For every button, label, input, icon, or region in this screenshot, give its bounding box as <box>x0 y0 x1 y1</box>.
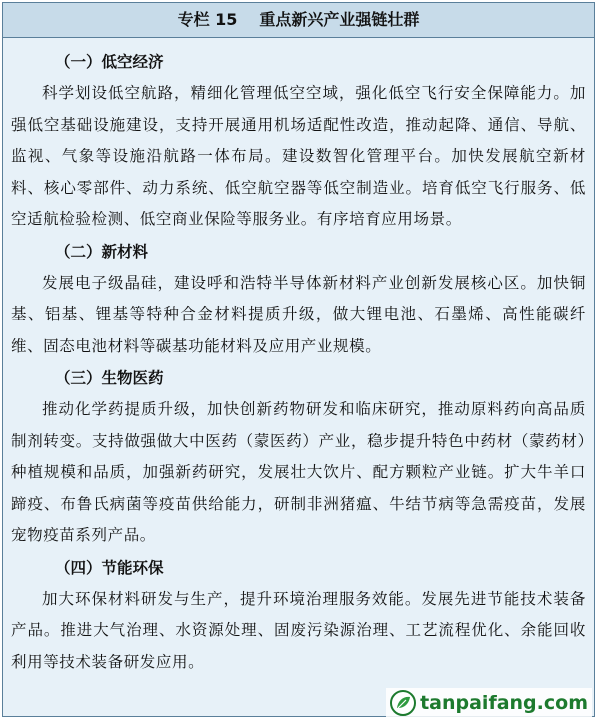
box-title <box>3 3 594 38</box>
section-biomedicine <box>11 362 586 552</box>
box-number: 专栏 15 <box>177 10 238 29</box>
section-body: 科学划设低空航路，精细化管理低空空域，强化低空飞行安全保障能力。加强低空基础设施建设，支持开展通用机场适配性改造，推动起降、通信、导航、监视、气象等设施沿航路一体布局。建设数智化管理平台。加快发展航空新材料、核心零部件、动力系统、低空航空器等低空制造业。培育低空飞行服务、低空适航检验检测、低空商业保险等服务业。有序培育应用场景。 <box>11 84 586 228</box>
section-heading: （四）节能环保 <box>55 558 164 577</box>
section-body: 加大环保材料研发与生产，提升环境治理服务效能。发展先进节能技术装备产品。推进大气治理、水资源处理、固废污染源治理、工艺流程优化、余能回收利用等技术装备研发应用。 <box>11 589 586 671</box>
feature-box <box>2 2 595 717</box>
section-energy-saving <box>11 552 586 679</box>
section-heading: （一）低空经济 <box>55 53 164 71</box>
box-content <box>3 38 594 678</box>
watermark-text: tanpaifang.com <box>420 692 588 714</box>
section-low-altitude-economy <box>11 46 586 236</box>
section-body: 推动化学药提质升级，加快创新药物研发和临床研究，推动原料药向高品质制剂转变。支持做强做大中医药（蒙医药）产业，稳步提升特色中药材（蒙药材）种植规模和品质，加强新药研究，发展壮大饮片、配方颗粒产业链。扩大牛羊口蹄疫、布鲁氏病菌等疫苗供给能力，研制非洲猪瘟、牛结节病等急需疫苗，发展宠物疫苗系列产品。 <box>11 400 586 544</box>
section-new-materials <box>11 236 586 363</box>
site-watermark <box>386 688 592 718</box>
leaf-logo-icon <box>390 690 416 716</box>
section-body: 发展电子级晶硅，建设呼和浩特半导体新材料产业创新发展核心区。加快铜基、铝基、锂基等特种合金材料提质升级，做大锂电池、石墨烯、高性能碳纤维、固态电池材料等碳基功能材料及应用产业规模。 <box>11 273 586 355</box>
section-heading: （三）生物医药 <box>55 369 164 387</box>
box-title-text: 重点新兴产业强链壮群 <box>259 10 420 29</box>
section-heading: （二）新材料 <box>55 242 149 261</box>
